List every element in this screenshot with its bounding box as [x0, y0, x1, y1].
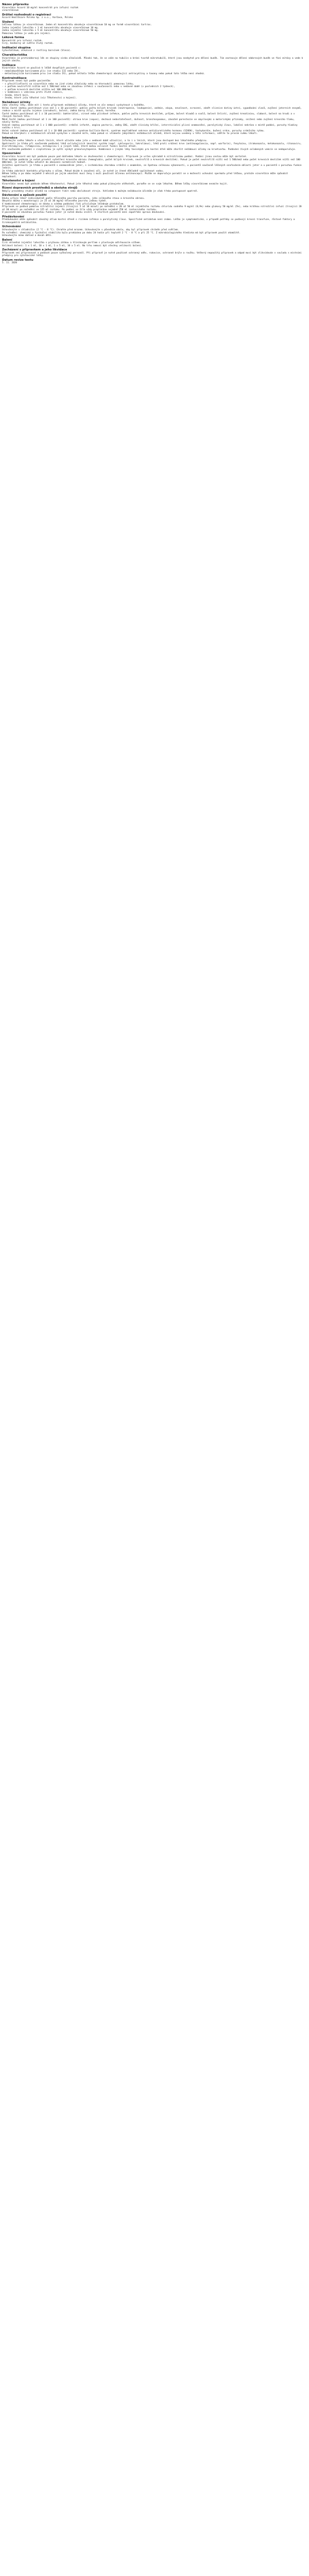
section-paragraph: Vinorelbin Accord se používá k léčbě dospělých pacientů s:: [2, 67, 81, 70]
section-paragraph: 5. 11. 2020: [2, 262, 18, 265]
document-section: [2, 225, 304, 237]
section-paragraph: Přípravek nesmí být podán pacientům:: [2, 80, 52, 83]
section-paragraph: Při současném podávání s cisplatinou je vyšší výskyt granulocytopenie. Kombinace s jinými léky toxickými pro kostní dřeň může zhoršit nežádoucí účinky na krvetvorbu. Podávání živých oslabených vakcín se nedoporučuje.: [2, 148, 296, 151]
section-paragraph: Po naředění: chemická a fyzikální stabilita byla prokázána po dobu 24 hodin při teplotě 2 °C - 8 °C a při 25 °C. Z mikrobiologického hlediska má být přípravek použit okamžitě.: [2, 231, 241, 234]
document-section: [2, 36, 304, 45]
section-paragraph: Jedna injekční lahvička s 5 ml koncentrátu obsahuje vinorelbinum 50 mg.: [2, 29, 99, 32]
section-paragraph: Accord Healthcare Polska Sp. z o.o., Varšava, Polsko: [2, 16, 73, 20]
section-paragraph: vinorelbinum: [2, 9, 19, 12]
section-heading: Indikační skupina: [2, 46, 31, 49]
section-heading: Dávkování a způsob použití: [2, 194, 47, 197]
section-paragraph: Léčivou látkou je vinorelbinum. Jeden ml koncentrátu obsahuje vinorelbinum 10 mg ve formě vinorelbini tartras.: [2, 24, 152, 27]
document-section: [2, 248, 304, 258]
document-section: [2, 152, 304, 178]
section-paragraph: Před každým podáním je nutné provést vyšetření krevního obrazu (hemoglobin, počet bílých krvinek, neutrofilů a krevních destiček). Pokud je počet neutrofilů nižší než 1 500/mm3 nebo počet krevních destiček nižší než 100 000/mm3, je nutné léčbu odložit do obnovení normálních hodnot.: [2, 158, 300, 164]
document-section: [2, 239, 304, 248]
document-section: [2, 137, 304, 151]
document-section: [2, 46, 304, 53]
section-paragraph: Velmi časté (mohou postihnout více než 1 z 10 pacientů): pokles počtu bílých krvinek (neutropenie, leukopenie), anémie, zácpa, nevolnost, zvracení, zánět sliznice dutiny ústní, vypadávání vlasů, zvýšení jaterních enzymů, reakce v místě vpichu injekce (zarudnutí, bolest, změna barvy žíly), únava, horečka.: [2, 107, 302, 113]
section-paragraph: - v kombinaci s vakcínou proti žluté zimnici,: [2, 91, 63, 94]
section-heading: Název přípravku: [2, 3, 29, 6]
document-section: [2, 77, 304, 100]
section-paragraph: Vinorelbin nesmí být podáván během těhotenství. Pokud jste těhotná nebo pokud plánujete otěhotnět, poraďte se se svým lékařem. Během léčby vinorelbinem nesmíte kojit.: [2, 182, 228, 185]
document-section: [2, 187, 304, 193]
section-paragraph: V kombinované chemoterapii se dávka a schéma podávání řídí příslušným léčebným protokolem.: [2, 202, 125, 206]
document-section: [2, 54, 304, 63]
section-heading: Zacházení s přípravkem a jeho likvidace: [2, 248, 67, 252]
document-section: [2, 179, 304, 185]
section-paragraph: - nemalobuněčným karcinomem plic (ve stadiu III nebo IV),: [2, 70, 80, 73]
section-paragraph: Koncentrát pro infuzní roztok.: [2, 39, 43, 42]
section-paragraph: Jedna injekční lahvička s 1 ml koncentrátu obsahuje vinorelbinum 10 mg.: [2, 26, 99, 29]
section-heading: Charakteristika: [2, 53, 27, 57]
section-paragraph: Během léčby a po dobu nejméně 3 měsíců po jejím ukončení musí ženy i muži používat účinnou antikoncepci. Mužům se doporučuje poradit se o možnosti uchování spermatu před léčbou, protože vinorelbin může způsobit neplodnost.: [2, 173, 288, 178]
section-paragraph: Dávku určuje lékař individuálně podle tělesného povrchu pacienta, jeho celkového stavu a krevního obrazu.: [2, 197, 145, 200]
section-heading: Složení: [2, 20, 14, 24]
section-paragraph: Obvyklá dávka v monoterapii je 25 až 30 mg/m2 tělesného povrchu jednou týdně.: [2, 200, 107, 203]
section-paragraph: Cytostatikum, alkaloid z rostliny barvínek (Vinca).: [2, 49, 72, 53]
section-paragraph: Uchovávejte mimo dohled a dosah dětí.: [2, 234, 53, 237]
section-paragraph: Uchovávejte v chladničce (2 °C - 8 °C). Chraňte před mrazem. Uchovávejte v původním obalu, aby byl přípravek chráněn před světlem.: [2, 229, 179, 231]
document-body: [2, 3, 304, 265]
section-paragraph: Nebyly provedeny studie účinků na schopnost řídit nebo obsluhovat stroje. Vzhledem k možným nežádoucím účinkům je však třeba postupovat opatrně.: [2, 190, 198, 193]
document-section: [2, 215, 304, 225]
section-paragraph: Vinorelbin je protinádorový lék ze skupiny vinka alkaloidů. Působí tak, že se váže na tubulin a brání tvorbě mikrotubulů, které jsou nezbytné pro dělení buněk. Tím zastavuje dělení nádorových buněk ve fázi mitózy a vede k jejich zániku.: [2, 57, 303, 63]
section-heading: Balení: [2, 238, 12, 242]
section-paragraph: Vinorelbin Accord 10 mg/ml koncentrát pro infuzní roztok: [2, 6, 79, 9]
section-heading: Řízení dopravních prostředků a obsluha strojů: [2, 187, 78, 190]
document-section: [2, 259, 304, 265]
section-paragraph: Opatrnosti je třeba při současném podávání léků ovlivňujících imunitní systém (např. cyklosporin, takrolimus), léků proti srážení krve (antikoagulancia, např. warfarin), fenytoinu, itrakonazolu, ketokonazolu, ritonaviru, klarithromycinu, rifampicinu, mitomycinu C a jiných léků, které mohou ovlivnit funkci kostní dřeně.: [2, 142, 302, 148]
document-section: [2, 194, 304, 214]
document-section: [2, 3, 304, 12]
section-paragraph: Velmi vzácné (mohou postihnout až 1 z 10 000 pacientů): syndrom Guillain-Barré, syndrom nepřiměřené sekrece antidiuretického hormonu (SIADH), tachykardie, bušení srdce, poruchy srdečního rytmu.: [2, 129, 265, 132]
section-paragraph: Pokud se kterýkoli z nežádoucích účinků vyskytne v závažné míře, nebo pokud si všimnete jakýchkoli nežádoucích účinků, které nejsou uvedeny v této informaci, sdělte to prosím svému lékaři.: [2, 132, 258, 135]
section-paragraph: Vinorelbin Accord smí být podáván pouze pod dohledem lékaře se zkušenostmi s chemoterapií. Přípravek je určen výhradně k nitrožilnímu podání. Podání jinou cestou může být smrtelné.: [2, 156, 247, 159]
document-page: [0, 0, 309, 265]
section-paragraph: Předávkování může způsobit závažný útlum kostní dřeně s rizikem infekce a paralytický ileus. Specifické antidotum není známo. Léčba je symptomatická, v případě potřeby se podávají krevní transfuze, růstové faktory a širokospektrá antibiotika.: [2, 218, 295, 224]
document-section: [2, 21, 304, 36]
section-heading: Kontraindikace: [2, 76, 27, 80]
section-heading: Indikace: [2, 63, 16, 67]
document-section: [2, 101, 304, 135]
section-paragraph: Čirá skleněná injekční lahvička s pryžovou zátkou a hliníkovým pertlem s plastovým odtrhovacím víčkem.: [2, 242, 141, 245]
section-paragraph: Velikost balení: 1 x 1 ml, 10 x 1 ml, 1 x 5 ml, 10 x 5 ml. Na trhu nemusí být všechny velikosti balení.: [2, 244, 143, 247]
section-heading: Nežádoucí účinky: [2, 100, 31, 104]
section-paragraph: Informujte svého lékaře o všech lécích, které užíváte nebo jste v nedávné době užíval(a), a to i o lécích, které jsou dostupné bez lékařského předpisu.: [2, 140, 208, 143]
section-heading: Upozornění: [2, 152, 21, 156]
section-paragraph: Zvláštní opatrnosti je třeba u pacientů s onemocněním jater, s ischemickou chorobou srdeční v anamnéze, se špatnou celkovou výkonností, u pacientů současně léčených ozařováním oblasti jater a u pacientů s poruchou funkce ledvin.: [2, 164, 302, 170]
document-section: [2, 64, 304, 76]
section-paragraph: Přípravek se podává pomalou nitrožilní injekcí (trvající 5 až 10 minut) po naředění v 20 až 50 ml injekčního roztoku chloridu sodného 9 mg/ml (0,9%) nebo glukosy 50 mg/ml (5%), nebo krátkou nitrožilní infuzí (trvající 20 až 30 minut) po naředění ve 125 ml roztoku. Po podání se žíla vždy propláchne nejméně 250 ml izotonického roztoku.: [2, 206, 302, 211]
section-paragraph: - s počtem neutrofilů nižším než 1 500/mm3 nebo se závažnou infekcí v současnosti nebo v nedávné době (v posledních 2 týdnech),: [2, 86, 175, 89]
section-paragraph: Časté (mohou postihnout až 1 z 10 pacientů): bakteriální, virové nebo plísňové infekce, pokles počtu krevních destiček, průjem, bolest kloubů a svalů, bolest čelistí, zvýšení kreatininu, slabost, bolest na hrudi a v různých částech těla.: [2, 112, 295, 118]
section-paragraph: - s přecitlivělostí na vinorelbin nebo na jiné vinka alkaloidy nebo na kteroukoli pomocnou látku,: [2, 82, 134, 86]
section-paragraph: - ženám, které kojí,: [2, 94, 29, 97]
section-paragraph: - ženám, které jsou těhotné (viz Těhotenství a kojení).: [2, 97, 77, 100]
section-paragraph: Pomocnou látkou je voda pro injekci.: [2, 32, 52, 35]
section-paragraph: Méně časté (mohou postihnout až 1 ze 100 pacientů): otrava krve (sepse), dechová nedostatečnost, dušnost, bronchospasmus, závažné parestezie se smyslovými a motorickými příznaky, snížení nebo zvýšení krevního tlaku, návaly horka.: [2, 118, 295, 124]
section-paragraph: - s počtem krevních destiček nižším než 100 000/mm3,: [2, 88, 73, 91]
section-heading: Těhotenství a kojení: [2, 179, 35, 183]
section-paragraph: U pacientů se závažnou poruchou funkce jater je nutné dávku snížit. U starších pacientů není zapotřebí úprava dávkování.: [2, 211, 166, 214]
document-section: [2, 13, 304, 20]
section-paragraph: Čirý, bezbarvý až světle žlutý roztok.: [2, 42, 54, 45]
section-heading: Datum revize textu: [2, 258, 33, 262]
section-heading: Držitel rozhodnutí o registraci: [2, 13, 52, 16]
section-paragraph: - metastazujícím karcinomem prsu (ve stadiu IV), pokud selhala léčba chemoterapií obsahující antracykliny a taxany nebo pokud tato léčba není vhodná.: [2, 73, 205, 76]
section-paragraph: Přípravek smí připravovat a podávat pouze vyškolený personál. Při přípravě je nutné používat ochranný oděv, rukavice, ochranné brýle a roušku. Veškerý nepoužitý přípravek a odpad musí být zlikvidován v souladu s místními předpisy pro cytotoxické látky.: [2, 251, 302, 258]
section-heading: Uchovávání: [2, 225, 21, 229]
section-heading: Léková forma: [2, 36, 24, 40]
section-paragraph: Jako všechny léky, může mít i tento přípravek nežádoucí účinky, které se ale nemusí vyskytnout u každého.: [2, 104, 145, 107]
section-heading: Předávkování: [2, 215, 24, 218]
section-paragraph: Vzácné (mohou postihnout až 1 z 1 000 pacientů): srdeční infarkt, angina pectoris, změny EKG, zánět slinivky břišní, intersticiální plicní onemocnění, paralytický ileus, lokální nekróza v místě podání, poruchy hladiny sodíku v krvi.: [2, 124, 298, 130]
section-heading: Interakce: [2, 136, 18, 140]
section-paragraph: Je třeba zabránit kontaktu přípravku s očima. Pokud dojde k zasažení očí, je nutné je ihned důkladně vypláchnout vodou.: [2, 170, 164, 173]
